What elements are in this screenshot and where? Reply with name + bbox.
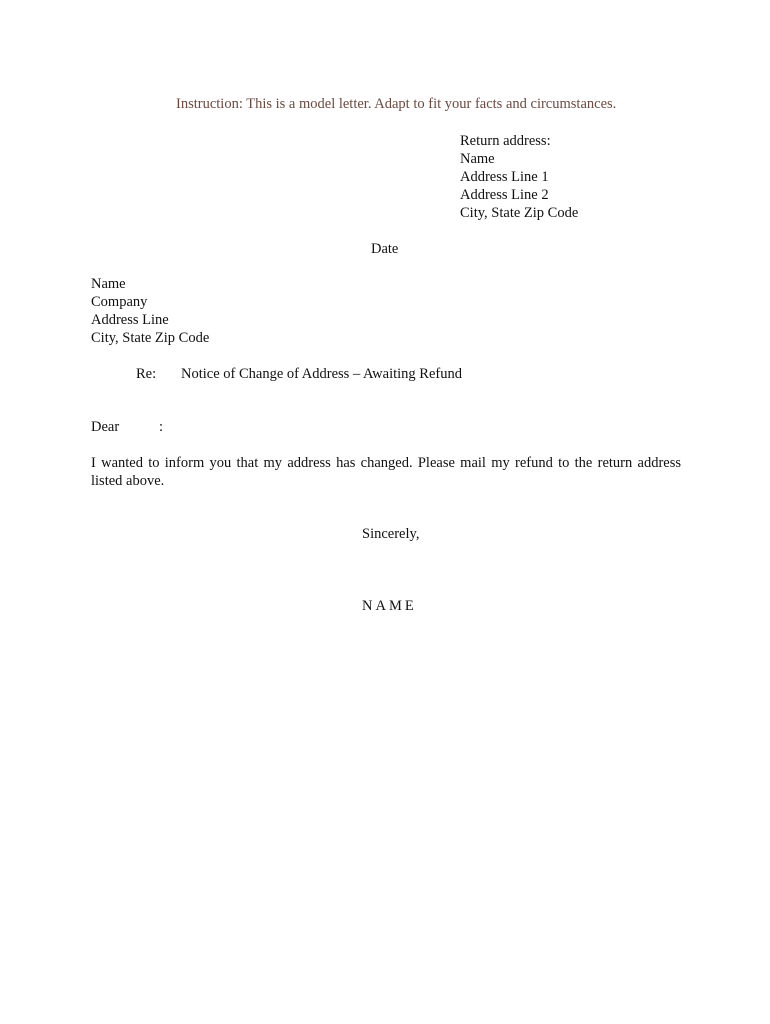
closing: Sincerely, <box>362 526 420 542</box>
salutation-colon: : <box>159 419 164 435</box>
return-address-city-state-zip: City, State Zip Code <box>460 205 579 221</box>
recipient-address-block <box>91 275 209 347</box>
return-address-heading: Return address: <box>460 133 551 149</box>
return-address-block <box>460 132 578 222</box>
recipient-city-state-zip: City, State Zip Code <box>91 330 210 346</box>
signature-name: NAME <box>362 598 417 614</box>
recipient-address-line: Address Line <box>91 312 169 328</box>
return-address-line-2: Address Line 2 <box>460 187 549 203</box>
instruction-note: Instruction: This is a model letter. Adapt to fit your facts and circumstances. <box>176 96 617 112</box>
re-label: Re: <box>136 366 157 382</box>
letter-body: I wanted to inform you that my address has changed. Please mail my refund to the return address listed above. <box>91 455 681 489</box>
return-address-name: Name <box>460 151 495 167</box>
recipient-company: Company <box>91 294 148 310</box>
salutation-word: Dear <box>91 419 120 435</box>
return-address-line-1: Address Line 1 <box>460 169 549 185</box>
re-subject: Notice of Change of Address – Awaiting Refund <box>181 366 462 382</box>
recipient-name: Name <box>91 276 126 292</box>
letter-date: Date <box>371 241 399 257</box>
